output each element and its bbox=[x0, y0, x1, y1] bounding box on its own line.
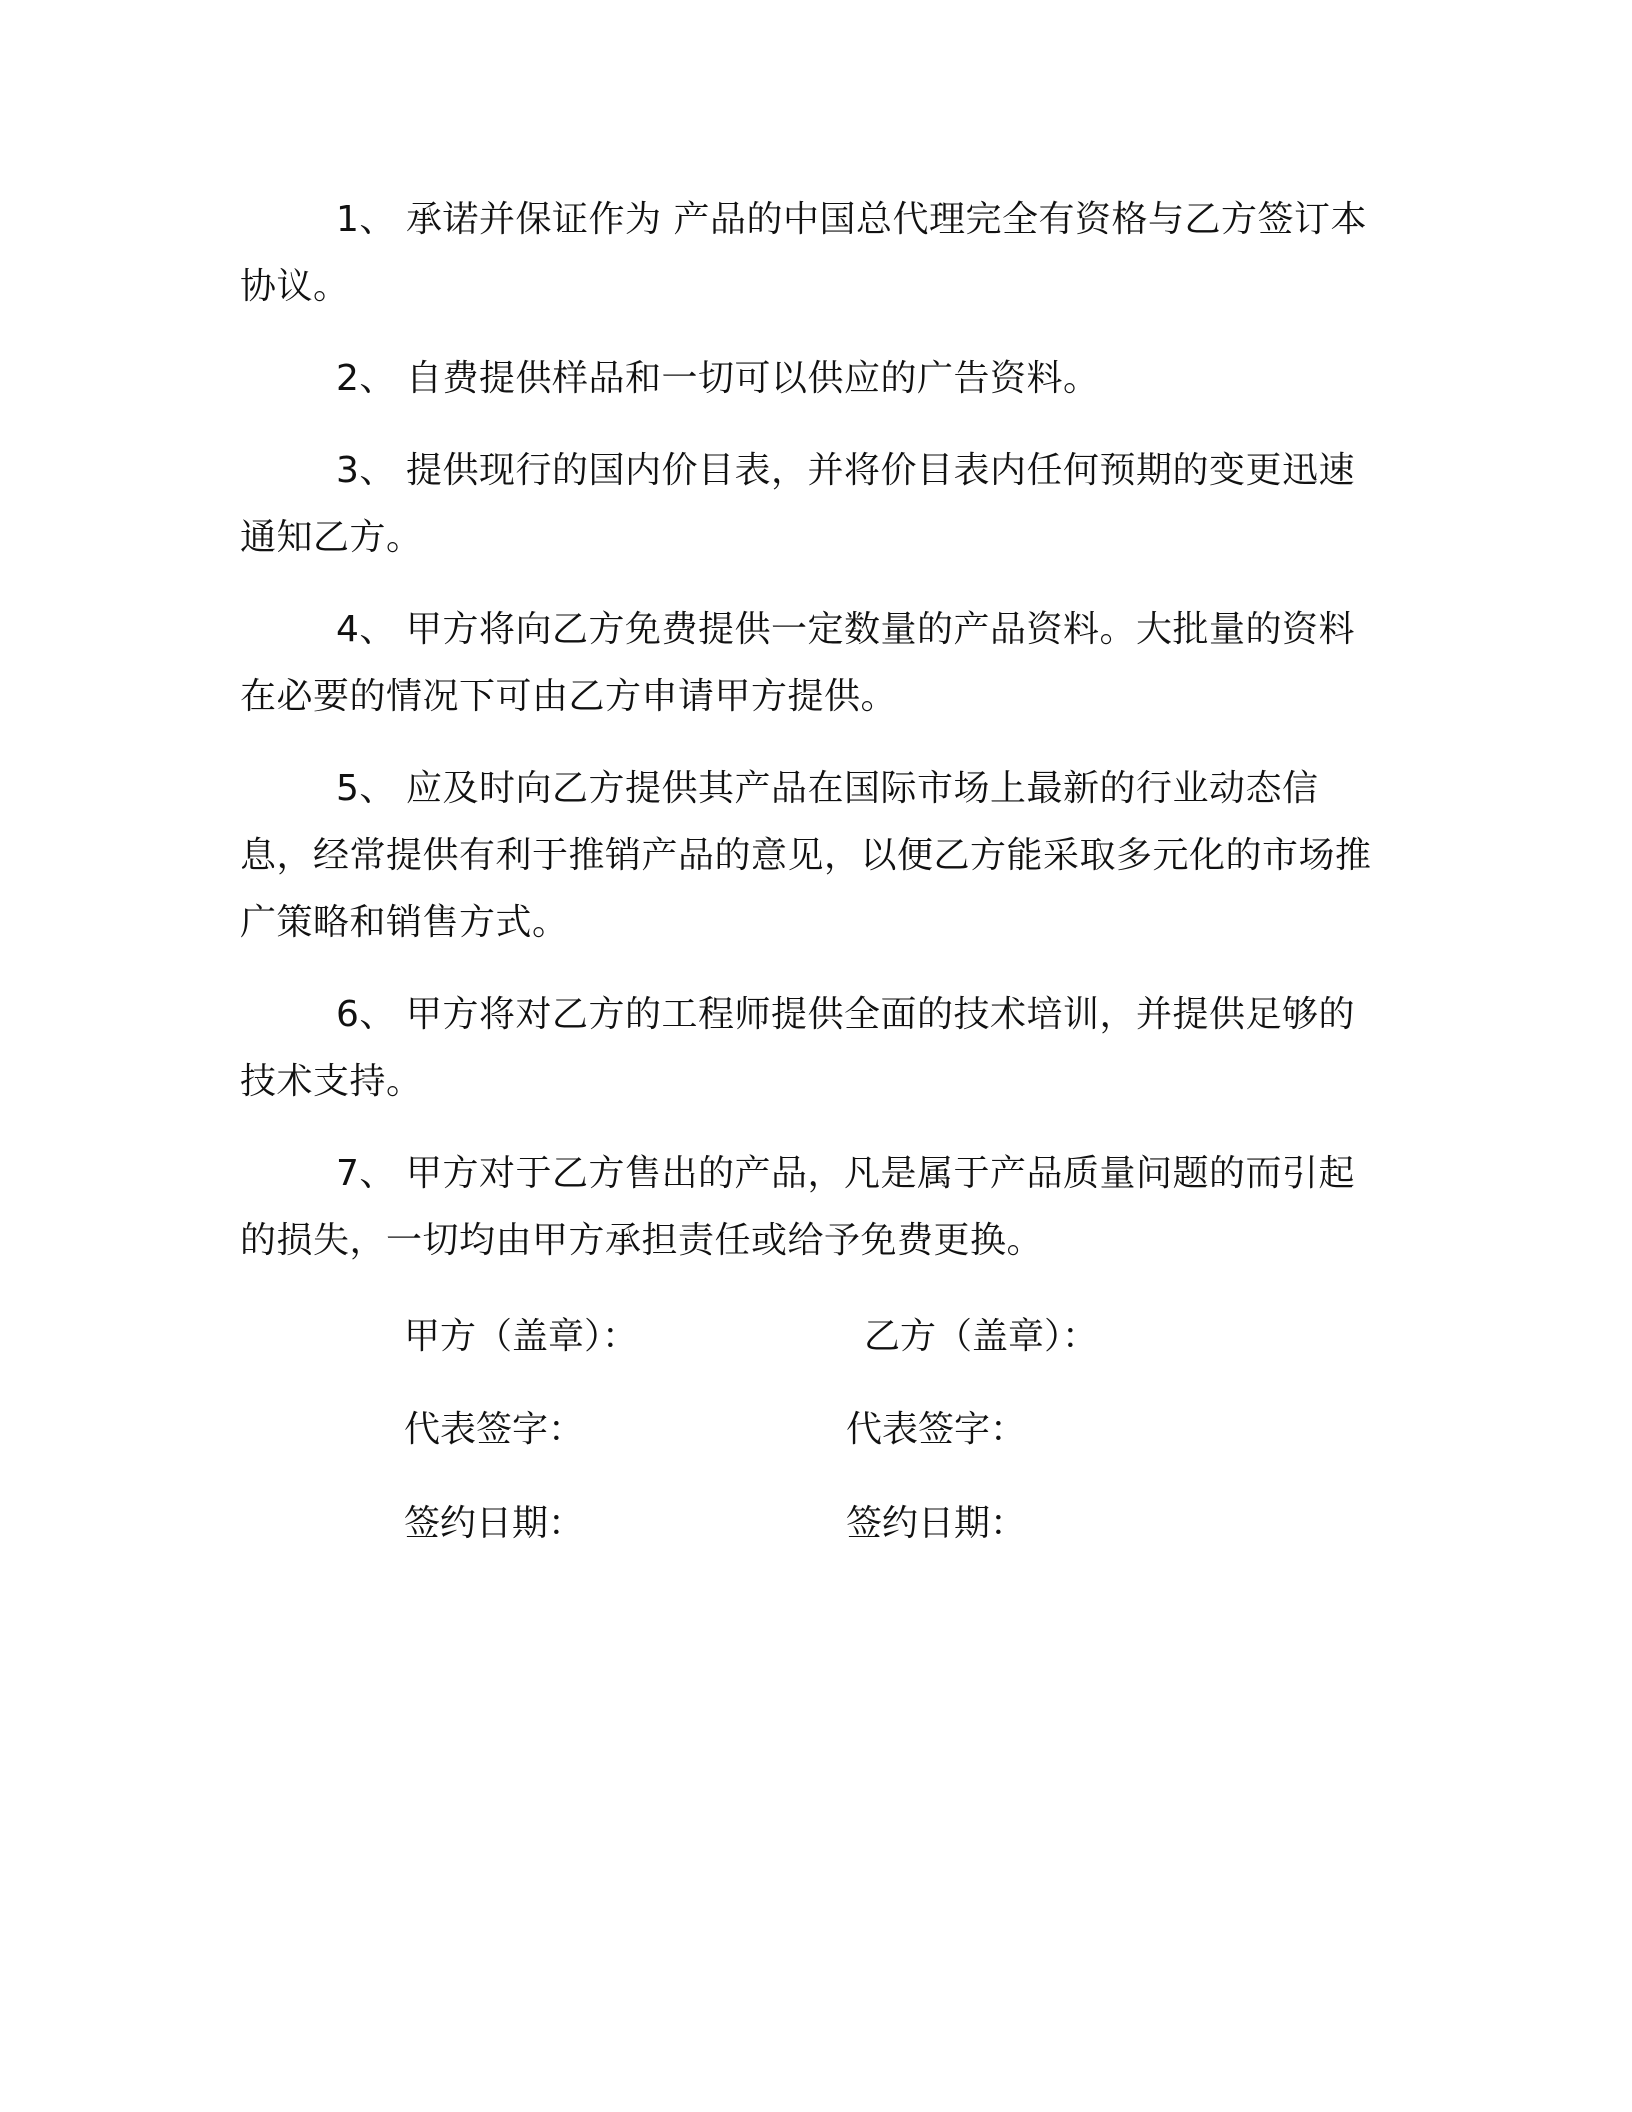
clause-text: 自费提供样品和一切可以供应的广告资料。 bbox=[406, 358, 1100, 399]
representative-row bbox=[0, 1400, 1632, 1460]
clause-text: 承诺并保证作为 产品的中国总代理完全有资格与乙方签订本协议。 bbox=[240, 199, 1367, 307]
seal-row bbox=[0, 1307, 1632, 1367]
clause-text: 甲方将对乙方的工程师提供全面的技术培训，并提供足够的技术支持。 bbox=[240, 994, 1356, 1102]
party-b-seal-label: 乙方（盖章）： bbox=[864, 1316, 1099, 1357]
clause-number: 6、 bbox=[336, 994, 396, 1035]
clause-number: 7、 bbox=[336, 1153, 396, 1194]
clause-number: 3、 bbox=[336, 450, 396, 491]
party-b-rep-label: 代表签字： bbox=[846, 1409, 1027, 1450]
clause-number: 1、 bbox=[336, 199, 396, 240]
clause-text: 提供现行的国内价目表，并将价目表内任何预期的变更迅速通知乙方。 bbox=[240, 450, 1356, 558]
party-a-rep-label: 代表签字： bbox=[404, 1409, 585, 1450]
clause-text: 甲方对于乙方售出的产品，凡是属于产品质量问题的而引起的损失，一切均由甲方承担责任或给予免费更换。 bbox=[240, 1153, 1356, 1261]
date-row bbox=[0, 1494, 1632, 1554]
party-a-date-label: 签约日期： bbox=[404, 1503, 585, 1544]
clause-number: 5、 bbox=[336, 768, 396, 809]
party-b-date-label: 签约日期： bbox=[846, 1503, 1027, 1544]
clause-text: 甲方将向乙方免费提供一定数量的产品资料。大批量的资料在必要的情况下可由乙方申请甲方提供。 bbox=[240, 609, 1356, 717]
party-a-seal-label: 甲方（盖章）： bbox=[404, 1316, 639, 1357]
clause-number: 4、 bbox=[336, 609, 396, 650]
clause-text: 应及时向乙方提供其产品在国际市场上最新的行业动态信息，经常提供有利于推销产品的意见，以便乙方能采取多元化的市场推广策略和销售方式。 bbox=[240, 768, 1372, 943]
clause-number: 2、 bbox=[336, 358, 396, 399]
